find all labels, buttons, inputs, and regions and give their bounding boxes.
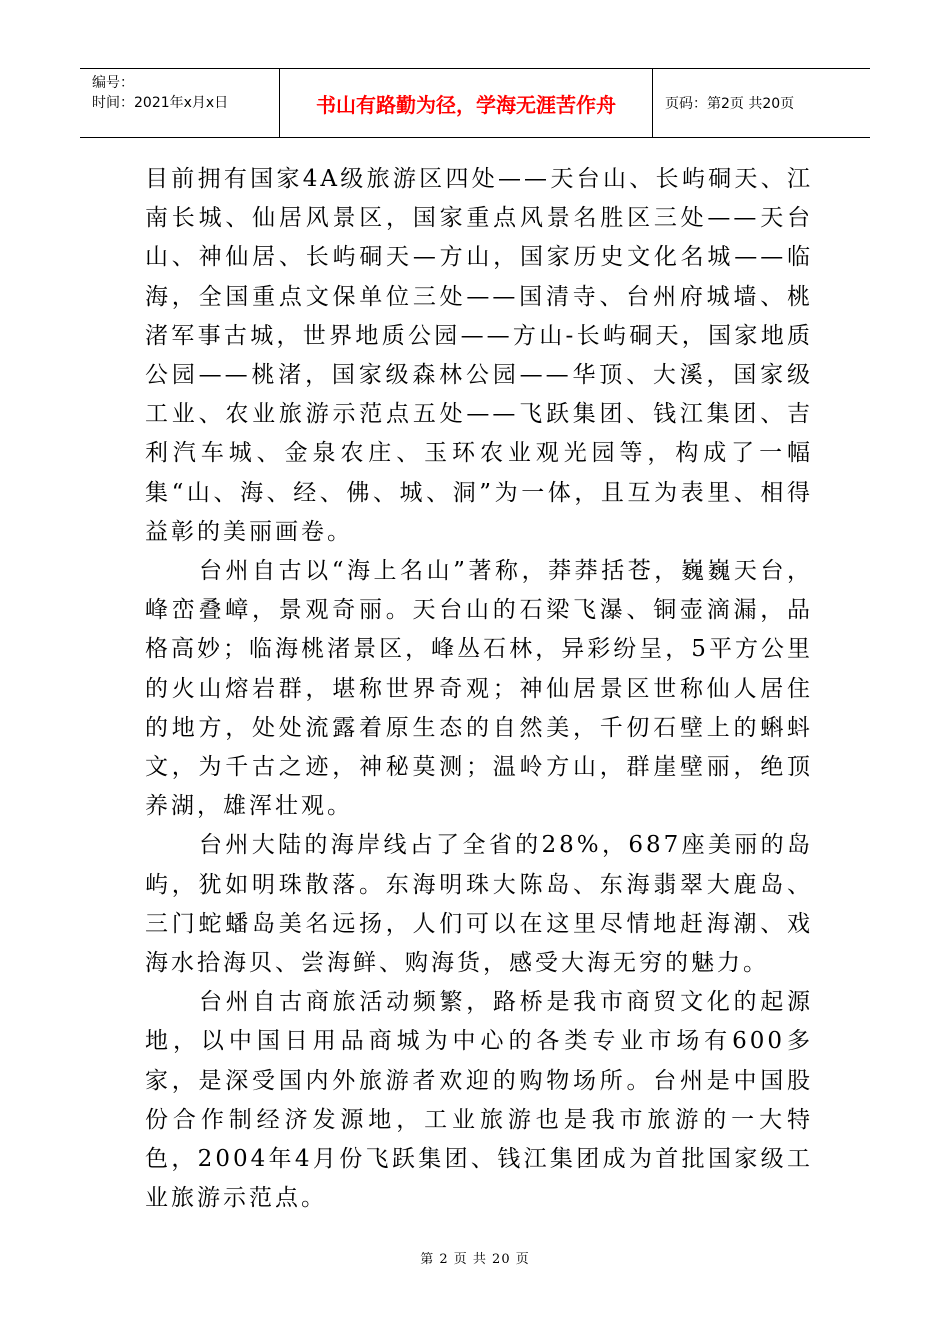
- header-motto: 书山有路勤为径，学海无涯苦作舟: [280, 69, 653, 137]
- paragraph: 台州自古以“海上名山”著称，莽莽括苍，巍巍天台，峰峦叠嶂，景观奇丽。天台山的石梁飞瀑、铜壶滴漏，品格高妙；临海桃渚景区，峰丛石林，异彩纷呈，5平方公里的火山熔岩群，堪称世界奇观；神仙居景区世称仙人居住的地方，处处流露着原生态的自然美，千仞石壁上的蝌蚪文，为千古之迹，神秘莫测；温岭方山，群崖壁丽，绝顶养湖，雄浑壮观。: [145, 558, 813, 820]
- paragraph: 台州大陆的海岸线占了全省的28%，687座美丽的岛屿，犹如明珠散落。东海明珠大陈岛、东海翡翠大鹿岛、三门蛇蟠岛美名远扬，人们可以在这里尽情地赶海潮、戏海水拾海贝、尝海鲜、购海货，感受大海无穷的魅力。: [145, 832, 813, 977]
- paragraph: 台州自古商旅活动频繁，路桥是我市商贸文化的起源地，以中国日用品商城为中心的各类专业市场有600多家，是深受国内外旅游者欢迎的购物场所。台州是中国股份合作制经济发源地，工业旅游也是我市旅游的一大特色，2004年4月份飞跃集团、钱江集团成为首批国家级工业旅游示范点。: [145, 989, 813, 1212]
- document-body: [145, 160, 813, 1218]
- page-header: [80, 68, 870, 138]
- document-time-label: 时间：2021年x月x日: [92, 95, 229, 111]
- page-footer: 第 2 页 共 20 页: [420, 1252, 530, 1267]
- paragraph: 目前拥有国家4A级旅游区四处——天台山、长屿硐天、江南长城、仙居风景区，国家重点风景名胜区三处——天台山、神仙居、长屿硐天—方山，国家历史文化名城——临海，全国重点文保单位三处——国清寺、台州府城墙、桃渚军事古城，世界地质公园——方山-长屿硐天，国家地质公园——桃渚，国家级森林公园——华顶、大溪，国家级工业、农业旅游示范点五处——飞跃集团、钱江集团、吉利汽车城、金泉农庄、玉环农业观光园等，构成了一幅集“山、海、经、佛、城、洞”为一体，且互为表里、相得益彰的美丽画卷。: [145, 166, 813, 545]
- header-page-info: 页码：第2页 共20页: [665, 96, 795, 112]
- document-number-label: 编号：: [92, 75, 134, 91]
- header-meta: [80, 69, 280, 137]
